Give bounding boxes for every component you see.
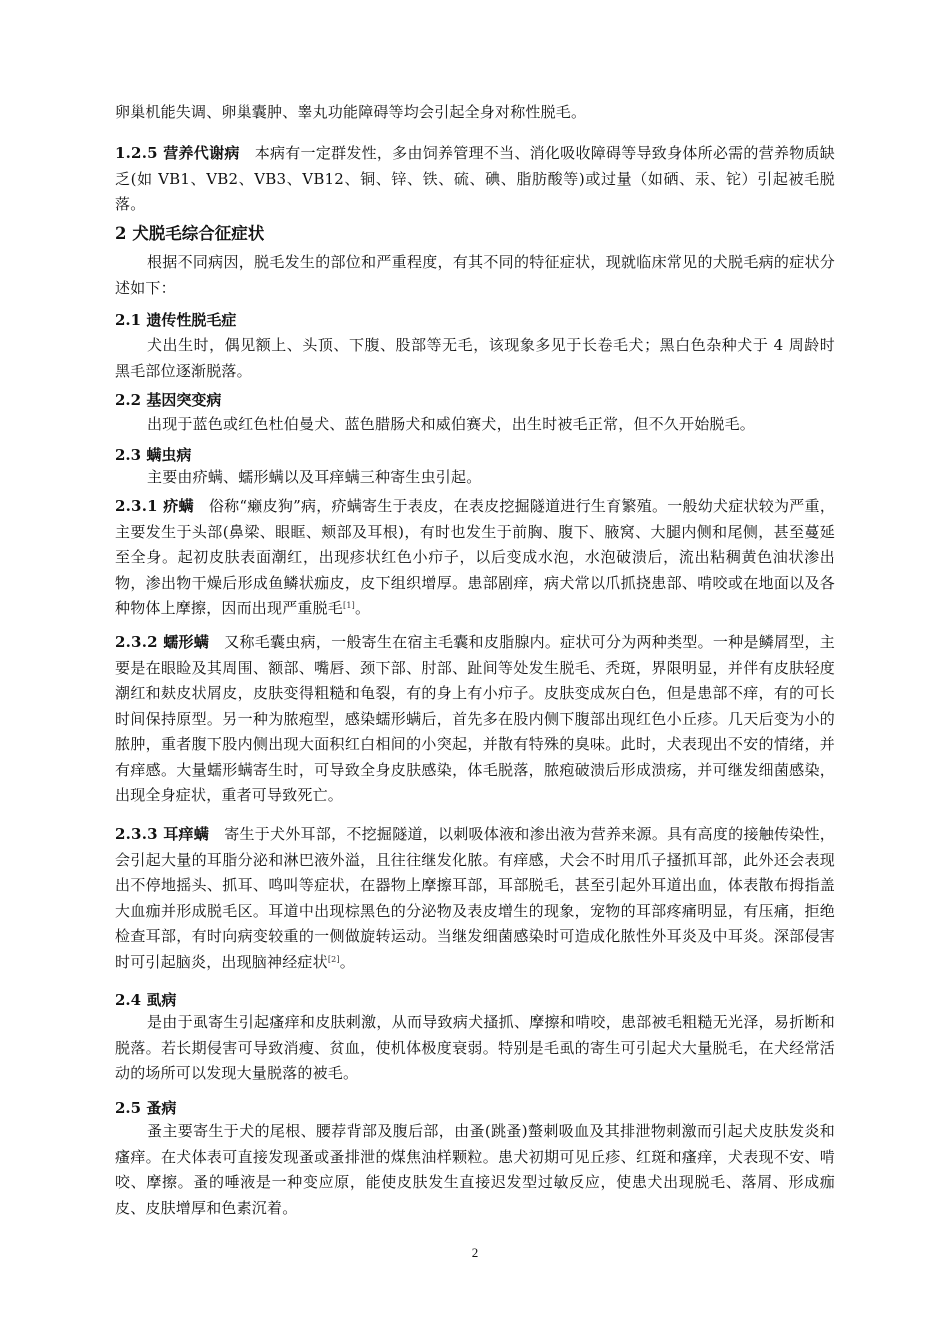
citation-2: [2] (327, 954, 340, 964)
paragraph-ovarian: 卵巢机能失调、卵巢囊肿、睾丸功能障碍等均会引起全身对称性脱毛。 (115, 103, 587, 121)
citation-1: [1] (343, 601, 355, 610)
heading-2-4: 2.4 虱病 (115, 991, 177, 1009)
section-2-3-1-end: 。 (354, 599, 371, 617)
heading-2-5: 2.5 蚤病 (115, 1099, 177, 1117)
section-1-2-5-text: 本病有一定群发性，多由饲养管理不当、消化吸收障碍等导致身体所必需的营养物质缺乏(如 VB1、VB2、VB3、VB12、铜、锌、铁、硫、碘、脂肪酸等)或过量（如硒、汞、铊）引起被毛脱落。 (115, 144, 835, 213)
text-2-3: 主要由疥螨、蠕形螨以及耳痒螨三种寄生虫引起。 (147, 468, 482, 486)
section-2-3-1-title: 2.3.1 疥螨 (115, 497, 194, 515)
heading-2: 2 犬脱毛综合征症状 (115, 224, 265, 243)
text-2-2: 出现于蓝色或红色杜伯曼犬、蓝色腊肠犬和威伯赛犬，出生时被毛正常，但不久开始脱毛。 (147, 415, 756, 433)
text-2-5: 蚤主要寄生于犬的尾根、腰荐背部及腹后部，由蚤(跳蚤)螫刺吸血及其排泄物刺激而引起犬皮肤发炎和瘙痒。在犬体表可直接发现蚤或蚤排泄的煤焦油样颗粒。患犬初期可见丘疹、红斑和瘙痒，犬表现不安、啃咬、摩擦。蚤的唾液是一种变应原，能使皮肤发生直接迟发型过敏反应，使患犬出现脱毛、落屑、形成痂皮、皮肤增厚和色素沉着。 (115, 1122, 835, 1217)
section-1-2-5-title: 1.2.5 营养代谢病 (115, 144, 240, 162)
section-1-2-5 (115, 141, 835, 218)
section-2-3-3 (115, 822, 835, 975)
section-2-3-2-title: 2.3.2 蠕形螨 (115, 633, 210, 651)
section-2-3-1 (115, 494, 835, 622)
heading-2-3: 2.3 螨虫病 (115, 446, 192, 464)
text-2-1: 犬出生时，偶见额上、头顶、下腹、股部等无毛，该现象多见于长卷毛犬；黑白色杂种犬于 4 周龄时黑毛部位逐渐脱落。 (115, 336, 835, 380)
section-2-3-3-end: 。 (339, 952, 355, 971)
heading-2-1: 2.1 遗传性脱毛症 (115, 311, 237, 329)
intro-2: 根据不同病因，脱毛发生的部位和严重程度，有其不同的特征症状，现就临床常见的犬脱毛病的症状分述如下： (115, 253, 835, 297)
section-2-3-3-title: 2.3.3 耳痒螨 (115, 825, 210, 843)
section-2-3-2-text: 又称毛囊虫病，一般寄生在宿主毛囊和皮脂腺内。症状可分为两种类型。一种是鳞屑型，主要是在眼睑及其周围、额部、嘴唇、颈下部、肘部、趾间等处发生脱毛、秃斑，界限明显，并伴有皮肤轻度潮红和麸皮状屑皮，皮肤变得粗糙和龟裂，有的身上有小疖子。皮肤变成灰白色，但是患部不痒，有的可长时间保持原型。另一种为脓疱型，感染蠕形螨后，首先多在股内侧下腹部出现红色小丘疹。几天后变为小的脓肿，重者腹下股内侧出现大面积红白相间的小突起，并散有特殊的臭味。此时，犬表现出不安的情绪，并有痒感。大量蠕形螨寄生时，可导致全身皮肤感染，体毛脱落，脓疱破溃后形成溃疡，并可继发细菌感染，出现全身症状，重者可导致死亡。 (115, 633, 836, 804)
section-2-3-1-text: 俗称“癞皮狗”病，疥螨寄生于表皮，在表皮挖掘隧道进行生育繁殖。一般幼犬症状较为严重，主要发生于头部(鼻梁、眼眶、颊部及耳根)，有时也发生于前胸、腹下、腋窝、大腿内侧和尾侧，甚至蔓延至全身。起初皮肤表面潮红，出现疹状红色小疖子，以后变成水泡，水泡破溃后，流出粘稠黄色油状渗出物，渗出物干燥后形成鱼鳞状痂皮，皮下组织增厚。患部剧痒，病犬常以爪抓挠患部、啃咬或在地面以及各种物体上摩擦，因而出现严重脱毛 (115, 497, 836, 617)
heading-2-2: 2.2 基因突变病 (115, 391, 222, 409)
text-2-4: 是由于虱寄生引起瘙痒和皮肤刺激，从而导致病犬搔抓、摩擦和啃咬，患部被毛粗糙无光泽，易折断和脱落。若长期侵害可导致消瘦、贫血，使机体极度衰弱。特别是毛虱的寄生可引起犬大量脱毛，在犬经常活动的场所可以发现大量脱落的被毛。 (115, 1013, 835, 1082)
page-number: 2 (471, 1245, 479, 1260)
section-2-3-3-text: 寄生于犬外耳部，不挖掘隧道，以刺吸体液和渗出液为营养来源。具有高度的接触传染性，会引起大量的耳脂分泌和淋巴液外溢，且往往继发化脓。有痒感，犬会不时用爪子搔抓耳部，此外还会表现出不停地摇头、抓耳、鸣叫等症状，在器物上摩擦耳部，耳部脱毛，甚至引起外耳道出血，体表散布拇指盖大血痂并形成脱毛区。耳道中出现棕黑色的分泌物及表皮增生的现象，宠物的耳部疼痛明显，有压痛，拒绝检查耳部，有时向病变较重的一侧做旋转运动。当继发细菌感染时可造成化脓性外耳炎及中耳炎。深部侵害时可引起脑炎，出现脑神经症状 (115, 825, 836, 971)
section-2-3-2 (115, 630, 835, 809)
